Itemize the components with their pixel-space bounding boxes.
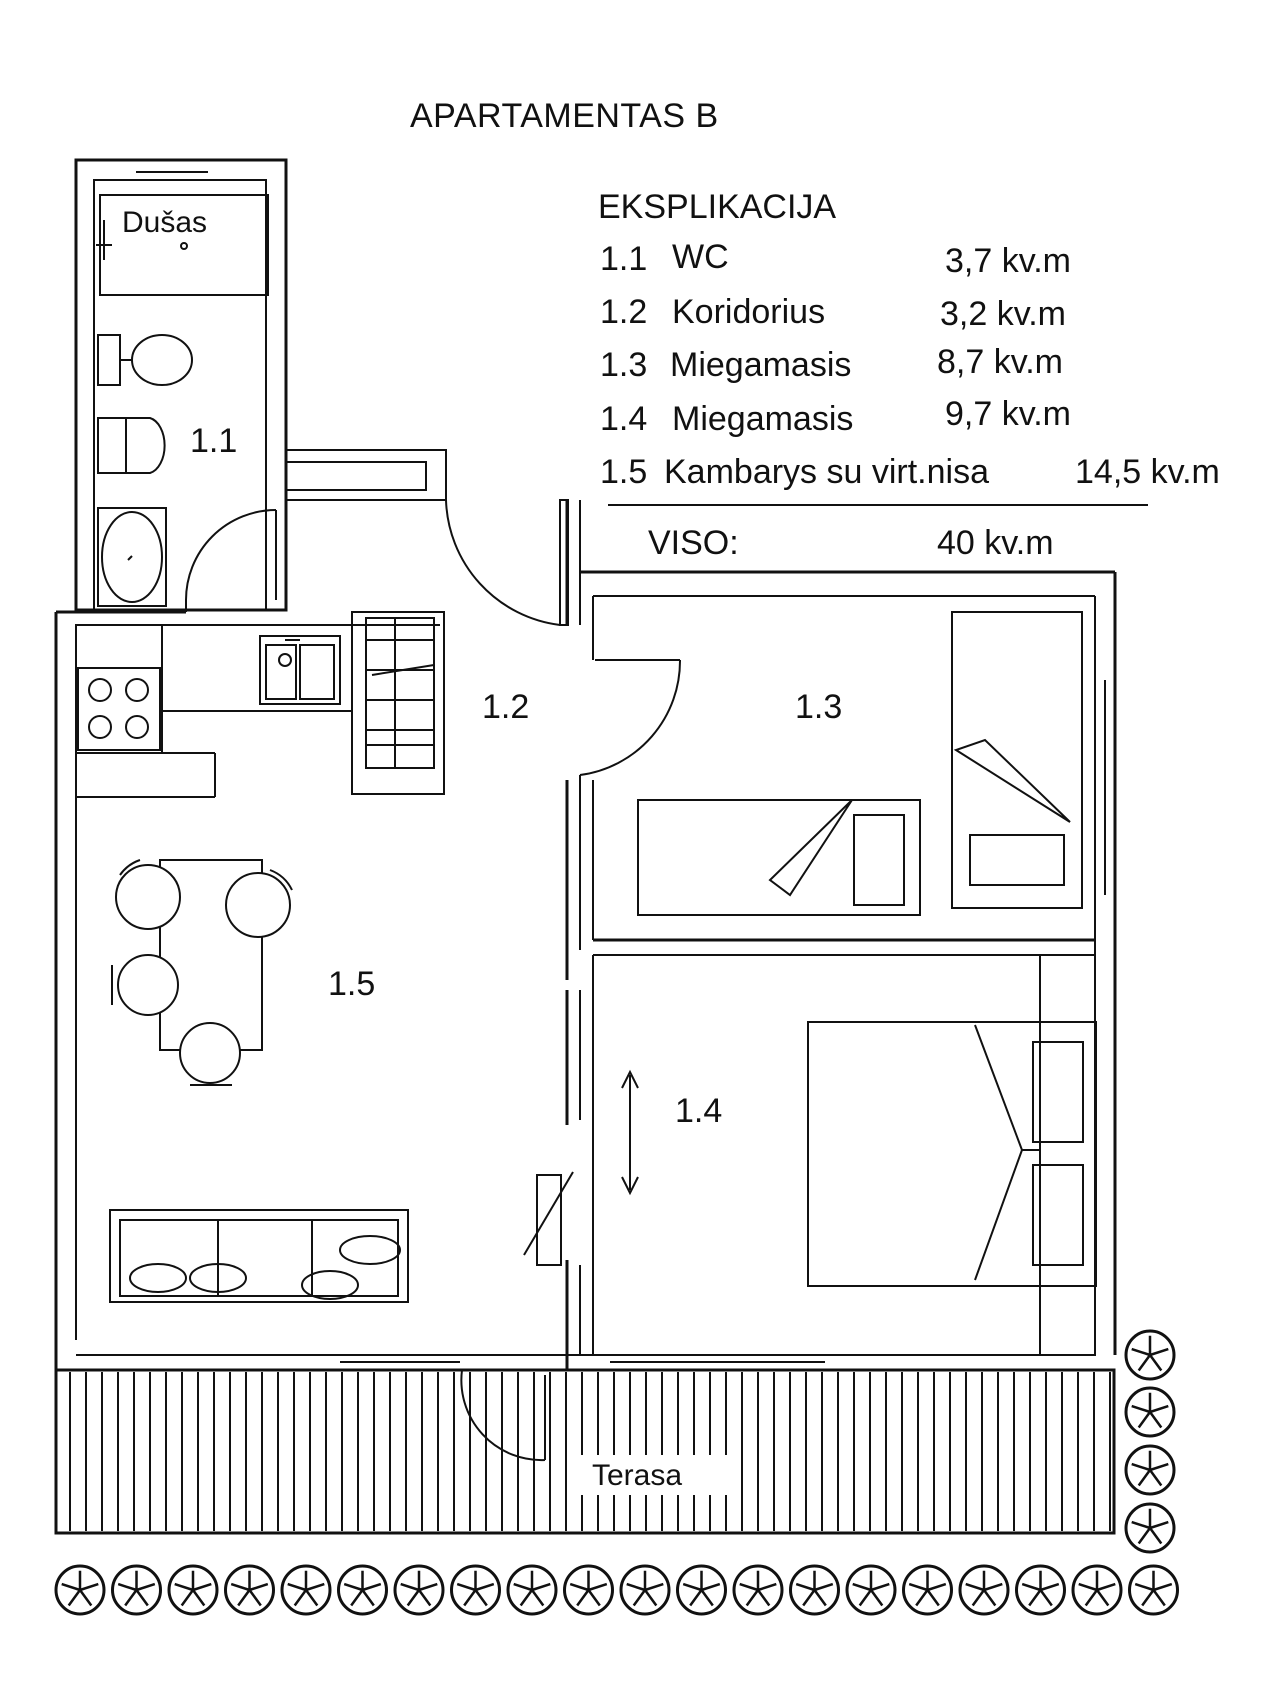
tree-icon xyxy=(904,1566,952,1614)
explication-heading: EKSPLIKACIJA xyxy=(598,188,837,226)
tree-icon xyxy=(1017,1566,1065,1614)
row-1-area: 3,7 kv.m xyxy=(945,242,1071,280)
row-3-name: Miegamasis xyxy=(670,346,852,384)
row-4-num: 1.4 xyxy=(600,400,648,438)
shower-label-text: Dušas xyxy=(122,206,208,239)
room-1-1-label: 1.1 xyxy=(190,422,238,460)
tree-icon xyxy=(1130,1566,1178,1614)
explication-table xyxy=(598,188,1220,562)
kitchen-fixtures xyxy=(78,618,434,768)
tree-icon xyxy=(113,1566,161,1614)
tree-icon xyxy=(960,1566,1008,1614)
total-label: VISO: xyxy=(648,524,739,562)
walls xyxy=(56,160,1115,1370)
tree-icon xyxy=(1126,1331,1174,1379)
total-value: 40 kv.m xyxy=(937,524,1054,562)
terrace-label: Terasa xyxy=(592,1459,683,1492)
tree-icon xyxy=(56,1566,104,1614)
room-1-3-label: 1.3 xyxy=(795,688,843,726)
row-5-area: 14,5 kv.m xyxy=(1075,453,1220,491)
bed-1-3-left xyxy=(638,800,920,915)
row-1-name: WC xyxy=(672,238,729,276)
tree-icon xyxy=(339,1566,387,1614)
row-1-num: 1.1 xyxy=(600,240,648,278)
row-3-num: 1.3 xyxy=(600,346,648,384)
tree-icon xyxy=(734,1566,782,1614)
tree-icon xyxy=(1126,1504,1174,1552)
row-5-name: Kambarys su virt.nisa xyxy=(664,453,989,491)
terrace xyxy=(56,1370,1114,1533)
bed-1-3-right xyxy=(952,612,1082,908)
room-1-5-label: 1.5 xyxy=(328,965,376,1003)
tree-icon xyxy=(1126,1388,1174,1436)
tree-icon xyxy=(621,1566,669,1614)
tree-icon xyxy=(565,1566,613,1614)
tree-icon xyxy=(395,1566,443,1614)
row-3-area: 8,7 kv.m xyxy=(937,343,1063,381)
row-4-name: Miegamasis xyxy=(672,400,854,438)
row-2-num: 1.2 xyxy=(600,293,648,331)
tree-icon xyxy=(1073,1566,1121,1614)
tree-icon xyxy=(452,1566,500,1614)
row-4-area: 9,7 kv.m xyxy=(945,395,1071,433)
tree-icon xyxy=(1126,1446,1174,1494)
row-5-num: 1.5 xyxy=(600,453,648,491)
sofa xyxy=(110,1210,408,1302)
row-2-name: Koridorius xyxy=(672,293,826,331)
tree-icon xyxy=(226,1566,274,1614)
room-1-4-label: 1.4 xyxy=(675,1092,723,1130)
tree-icon xyxy=(847,1566,895,1614)
tree-icon xyxy=(791,1566,839,1614)
tree-icon xyxy=(508,1566,556,1614)
bed-1-4 xyxy=(808,955,1096,1355)
dining-set xyxy=(112,860,292,1085)
room-1-2-label: 1.2 xyxy=(482,688,530,726)
tree-icon xyxy=(678,1566,726,1614)
row-2-area: 3,2 kv.m xyxy=(940,295,1066,333)
plan-title: APARTAMENTAS B xyxy=(410,97,719,135)
tree-icon xyxy=(282,1566,330,1614)
tree-icon xyxy=(169,1566,217,1614)
bathroom-fixtures xyxy=(96,195,268,606)
